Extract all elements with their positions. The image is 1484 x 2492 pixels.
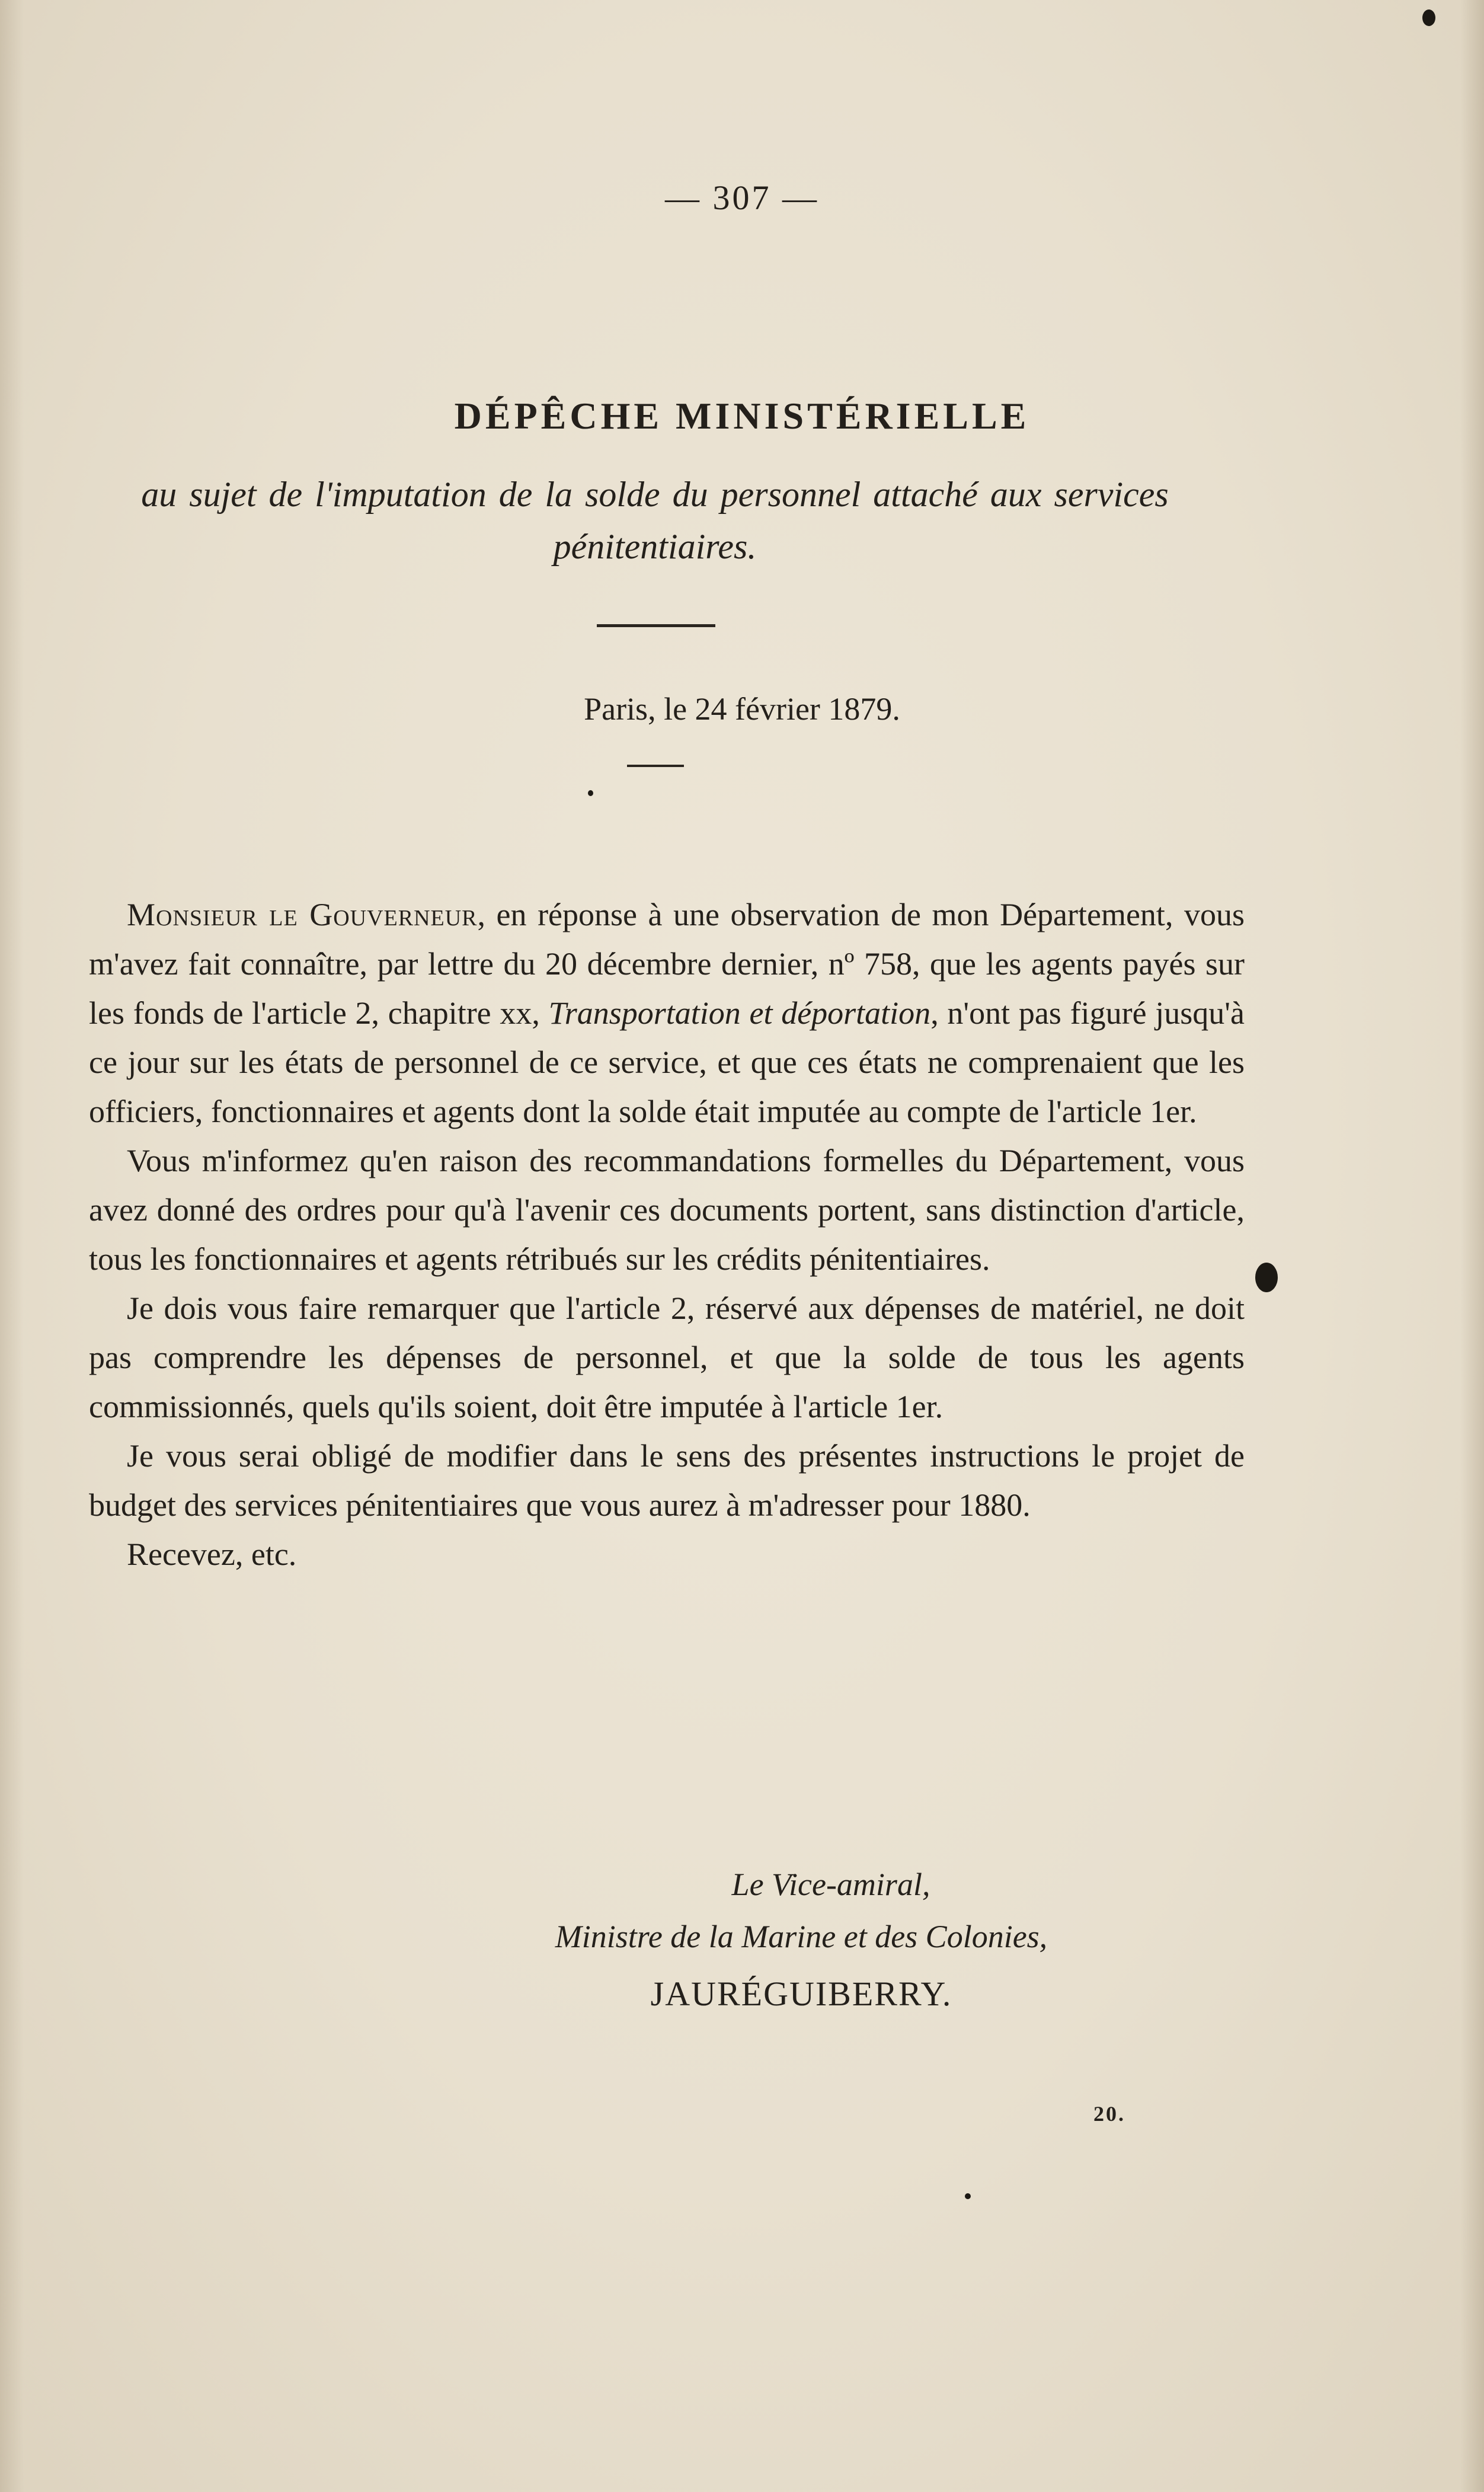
ink-spot (1422, 9, 1435, 26)
paragraph-1: Monsieur le Gouverneur, en réponse à une observation de mon Département, vous m'avez fait connaître, par lettre du 20 décembre dernier, nº 758, que les agents payés sur les fonds de l'article 2, chapitre xx, Transportation et déportation, n'ont pas figuré jusqu'à ce jour sur les états de personnel de ce service, et que ces états ne comprenaient que les officiers, fonctionnaires et agents dont la solde était imputée au compte de l'article 1er. (89, 897, 1245, 1129)
title-divider (597, 624, 715, 627)
signature-title: Ministre de la Marine et des Colonies, (555, 1919, 1048, 1954)
salutation: Monsieur le Gouverneur (127, 897, 478, 932)
chapter-name: Transportation et déportation (548, 995, 931, 1031)
page-number: — 307 — (665, 178, 819, 217)
right-edge-shadow (1460, 0, 1484, 2492)
sheet-signature-mark: 20. (1093, 2102, 1125, 2126)
dateline: Paris, le 24 février 1879. (584, 691, 900, 727)
signature-rank: Le Vice-amiral, (731, 1867, 930, 1902)
ink-spot (588, 790, 593, 796)
ink-spot (1255, 1263, 1278, 1292)
ink-spot (965, 2193, 971, 2199)
closing-line: Recevez, etc. (127, 1536, 297, 1572)
signature-name: JAURÉGUIBERRY. (650, 1975, 952, 2013)
paragraph-4: Je vous serai obligé de modifier dans le sens des présentes instructions le projet de budget des services pénitentiaires que vous aurez à m'adresser pour 1880. (89, 1438, 1245, 1523)
document-subtitle: au sujet de l'imputation de la solde du personnel attaché aux services pénitentiaires. (141, 475, 1169, 566)
document-title: DÉPÊCHE MINISTÉRIELLE (454, 395, 1030, 437)
left-edge-shadow (0, 0, 24, 2492)
date-divider (627, 765, 684, 767)
letter-body (89, 890, 1245, 1579)
paragraph-3: Je dois vous faire remarquer que l'article 2, réservé aux dépenses de matériel, ne doit pas comprendre les dépenses de personnel, et que la solde de tous les agents commissionnés, quels qu'ils soient, doit être imputée à l'article 1er. (89, 1290, 1245, 1424)
paragraph-2: Vous m'informez qu'en raison des recommandations formelles du Département, vous avez donné des ordres pour qu'à l'avenir ces documents portent, sans distinction d'article, tous les fonctionnaires et agents rétribués sur les crédits pénitentiaires. (89, 1143, 1245, 1277)
